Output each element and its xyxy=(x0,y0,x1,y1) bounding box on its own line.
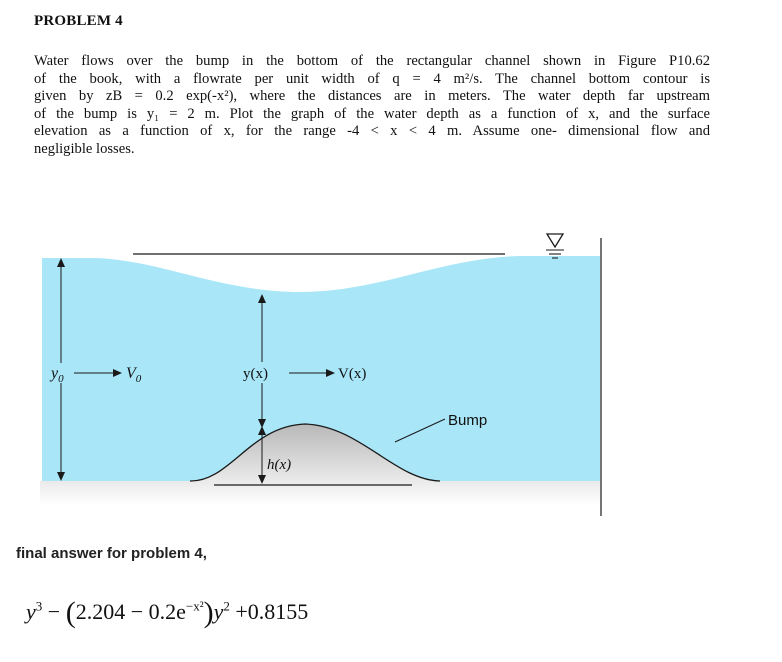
vx-label: V(x) xyxy=(338,366,367,382)
bump-label: Bump xyxy=(448,412,488,429)
channel-figure xyxy=(0,220,782,530)
yx-label: y(x) xyxy=(243,366,268,382)
problem-line: of the bump is y₁ = 2 m. Plot the graph of the water depth as a function of x, and the surface xyxy=(34,105,710,122)
problem-line: Water flows over the bump in the bottom of the rectangular channel shown in Figure P10.62 xyxy=(34,53,710,69)
final-answer-label: final answer for problem 4, xyxy=(16,545,207,562)
problem-line: elevation as a function of x, for the range -4 < x < 4 m. Assume one- dimensional flow and xyxy=(34,123,710,140)
problem-statement xyxy=(34,53,710,159)
hx-label: h(x) xyxy=(267,457,292,473)
v0-label: $V_0$ xyxy=(126,365,142,385)
free-surface-icon xyxy=(546,234,564,258)
problem-line: of the book, with a flowrate per unit width of q = 4 m²/s. The channel bottom contour is xyxy=(34,70,710,87)
problem-line: negligible losses. xyxy=(34,140,135,157)
problem-line: given by zB = 0.2 exp(-x²), where the distances are in meters. The water depth far upstream xyxy=(34,88,710,105)
final-answer-equation: $y^3 - (2.204 - 0.2e^{-x^2})y^2 +0.8155$ xyxy=(26,596,309,629)
y0-label: $y_0$ xyxy=(51,365,64,385)
problem-title: PROBLEM 4 xyxy=(34,13,123,29)
